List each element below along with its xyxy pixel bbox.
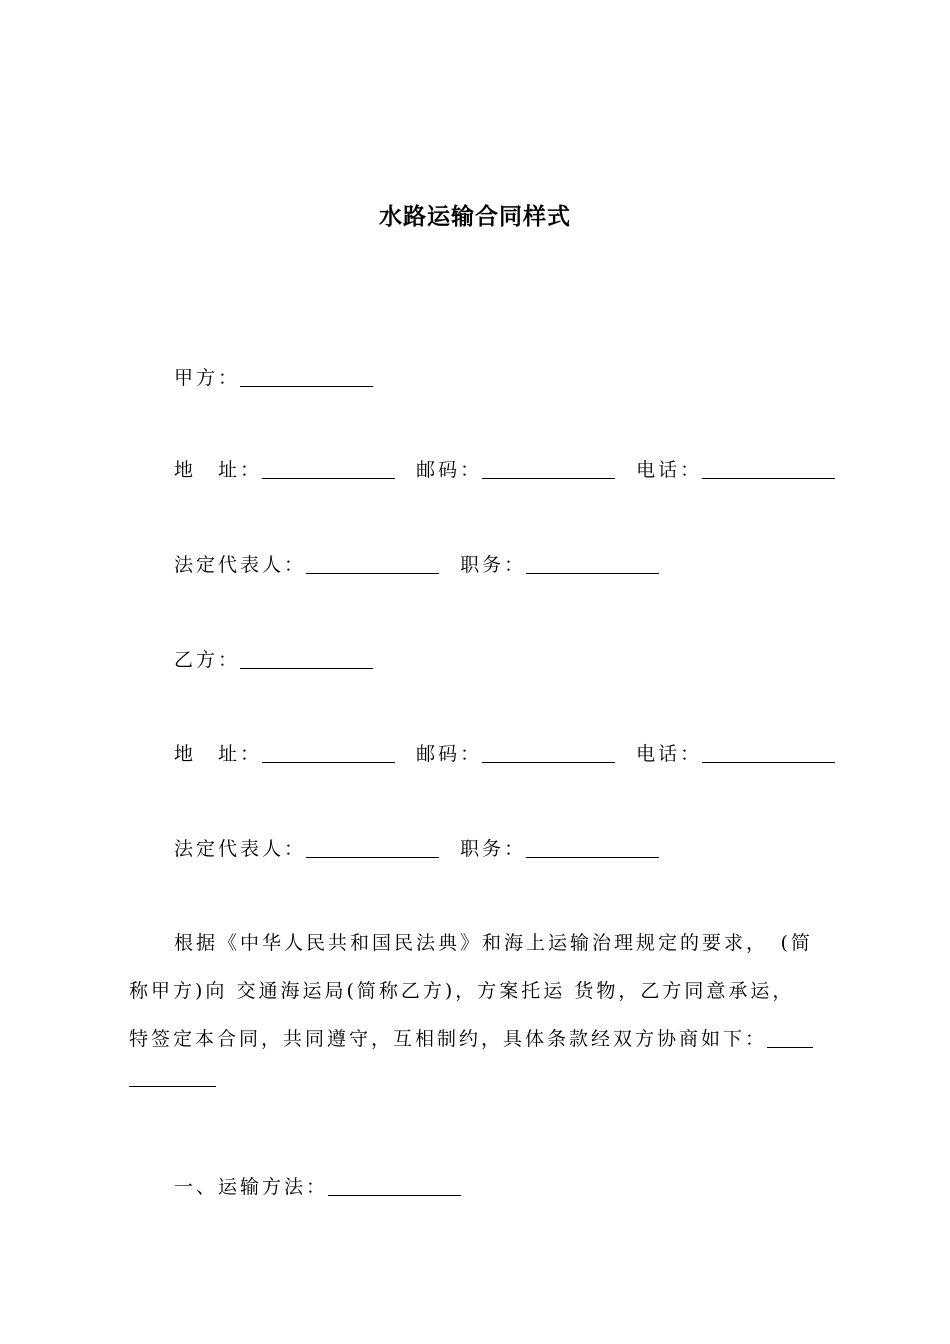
party-b-rep-line	[174, 835, 671, 863]
clause-1-label: 一、运输方法：	[174, 1176, 329, 1198]
party-b-postcode-blank	[482, 761, 615, 763]
clause-1-blank	[328, 1194, 461, 1196]
party-a-blank	[240, 385, 373, 387]
party-b-rep-blank	[306, 856, 439, 858]
party-b-line	[174, 646, 385, 674]
party-b-address-blank	[262, 761, 395, 763]
party-a-label: 甲方：	[174, 367, 241, 389]
document-title: 水路运输合同样式	[379, 203, 571, 230]
party-b-label: 乙方：	[174, 649, 241, 671]
party-b-postcode-label: 邮码：	[416, 743, 483, 765]
preamble-line: 根据《中华人民共和国民法典》和海上运输治理规定的要求， (简	[174, 932, 813, 954]
preamble-line: 称甲方)向 交通海运局(简称乙方)，方案托运 货物，乙方同意承运，	[129, 980, 795, 1002]
party-a-position-label: 职务：	[460, 554, 527, 576]
party-a-line	[174, 364, 385, 392]
party-b-phone-label: 电话：	[636, 743, 703, 765]
party-b-address-label: 地 址：	[174, 743, 263, 765]
preamble-tail-blank-continued	[129, 1085, 216, 1087]
party-a-postcode-label: 邮码：	[416, 459, 483, 481]
party-b-position-blank	[526, 856, 659, 858]
party-b-address-line	[174, 740, 847, 768]
party-b-rep-label: 法定代表人：	[174, 838, 307, 860]
party-b-position-label: 职务：	[460, 838, 527, 860]
party-b-phone-blank	[702, 761, 835, 763]
party-a-address-line	[174, 456, 847, 484]
party-a-rep-line	[174, 551, 671, 579]
party-a-postcode-blank	[482, 477, 615, 479]
clause-1-line	[174, 1173, 473, 1201]
preamble-line	[129, 1015, 829, 1063]
preamble-line-text: 特签定本合同，共同遵守，互相制约，具体条款经双方协商如下：	[129, 1028, 768, 1050]
party-a-rep-blank	[306, 572, 439, 574]
preamble-tail-blank	[767, 1046, 813, 1048]
party-a-position-blank	[526, 572, 659, 574]
party-a-address-label: 地 址：	[174, 459, 263, 481]
preamble-paragraph	[129, 919, 829, 1087]
party-a-phone-blank	[702, 477, 835, 479]
party-a-address-blank	[262, 477, 395, 479]
party-a-rep-label: 法定代表人：	[174, 554, 307, 576]
party-b-blank	[240, 667, 373, 669]
party-a-phone-label: 电话：	[636, 459, 703, 481]
